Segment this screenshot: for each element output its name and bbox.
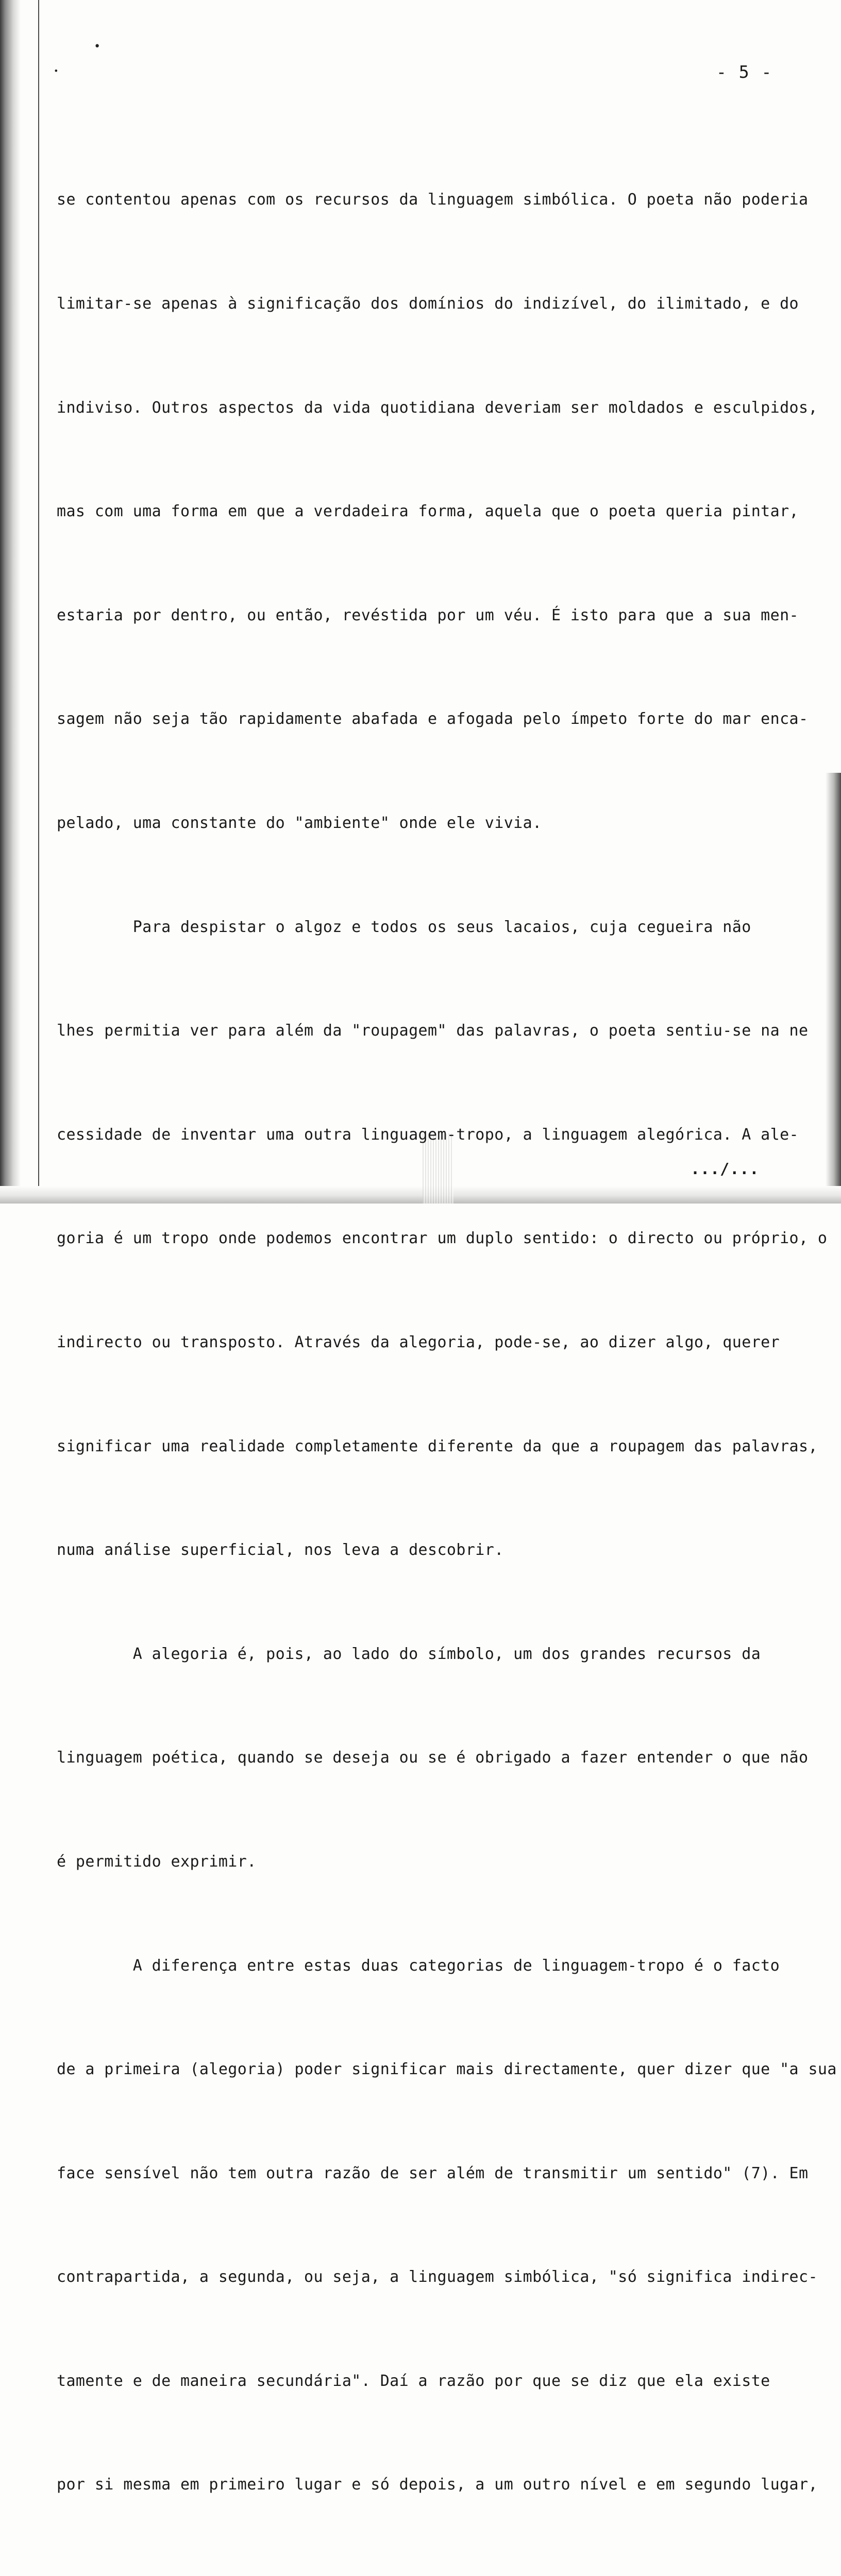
text-line: lhes permitia ver para além da "roupagem" das palavras, o poeta sentiu-se na ne	[57, 1022, 809, 1040]
scan-shadow-left	[0, 0, 21, 1204]
text-line: sagem não seja tão rapidamente abafada e afogada pelo ímpeto forte do mar enca-	[57, 710, 809, 728]
text-line: A alegoria é, pois, ao lado do símbolo, um dos grandes recursos da	[57, 1645, 761, 1663]
text-line: é permitido exprimir.	[57, 1852, 257, 1871]
text-line: numa análise superficial, nos leva a descobrir.	[57, 1541, 504, 1560]
text-line: indirecto ou transposto. Através da alegoria, pode-se, ao dizer algo, querer	[57, 1333, 780, 1351]
document-body	[57, 113, 837, 2576]
text-line: se contentou apenas com os recursos da linguagem simbólica. O poeta não poderia	[57, 191, 809, 209]
page-number: - 5 -	[716, 62, 773, 82]
text-line	[57, 2571, 799, 2576]
text-line: face sensível não tem outra razão de ser além de transmitir um sentido" (7). Em	[57, 2164, 809, 2182]
text-line: por si mesma em primeiro lugar e só depois, a um outro nível e em segundo lugar,	[57, 2476, 818, 2494]
text-line: pelado, uma constante do "ambiente" onde ele vivia.	[57, 814, 542, 832]
text-line: significar uma realidade completamente diferente da que a roupagem das palavras,	[57, 1437, 818, 1455]
text-line: de a primeira (alegoria) poder significar mais directamente, quer dizer que "a sua	[57, 2060, 837, 2079]
scan-shadow-right	[826, 773, 841, 1204]
continuation-mark: .../...	[691, 1160, 760, 1178]
text-line: A diferença entre estas duas categorias de linguagem-tropo é o facto	[57, 1956, 780, 1975]
text-line: goria é um tropo onde podemos encontrar um duplo sentido: o directo ou próprio, o	[57, 1229, 828, 1248]
text-line: linguagem poética, quando se deseja ou se é obrigado a fazer entender o que não	[57, 1749, 809, 1767]
text-line: indiviso. Outros aspectos da vida quotidiana deveriam ser moldados e esculpidos,	[57, 398, 818, 417]
scan-margin-line	[38, 0, 39, 1204]
scan-speck: •	[54, 66, 59, 76]
text-line: contrapartida, a segunda, ou seja, a linguagem simbólica, "só significa indirec-	[57, 2268, 818, 2286]
text-line: limitar-se apenas à significação dos domínios do indizível, do ilimitado, e do	[57, 295, 799, 313]
text-line: cessidade de inventar uma outra linguagem-tropo, a linguagem alegórica. A ale-	[57, 1125, 799, 1144]
text-line: estaria por dentro, ou então, revéstida por um véu. É isto para que a sua men-	[57, 606, 799, 624]
text-line: mas com uma forma em que a verdadeira forma, aquela que o poeta queria pintar,	[57, 502, 799, 521]
text-line: Para despistar o algoz e todos os seus lacaios, cuja cegueira não	[57, 918, 751, 936]
text-line: tamente e de maneira secundária". Daí a razão por que se diz que ela existe	[57, 2371, 770, 2390]
scan-speck: •	[94, 40, 101, 53]
